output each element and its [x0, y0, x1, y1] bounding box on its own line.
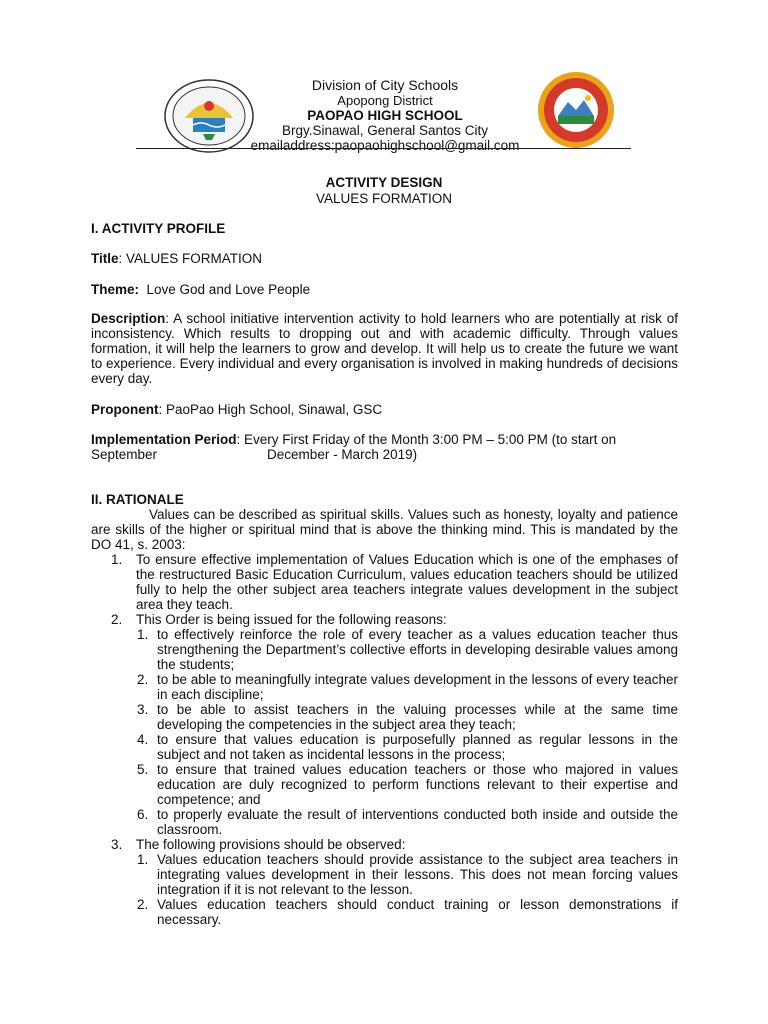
- list-item: [111, 807, 678, 837]
- list-item: [111, 762, 678, 807]
- list-item: [91, 612, 678, 837]
- list-item: [111, 627, 678, 672]
- list-text: to ensure that trained values education teachers or those who majored in values education are duly recognized to perform functions relevant to their expertise and competence; and: [157, 762, 678, 807]
- period-value: : Every First Friday of the Month 3:00 PM – 5:00 PM (to start on: [236, 432, 617, 447]
- list-text: To ensure effective implementation of Values Education which is one of the emphases of the restructured Basic Education Curriculum, values education teachers should be utilized fully to help the other subject area teachers integrate values development in the subject area they teach.: [136, 552, 678, 612]
- rationale-intro: Values can be described as spiritual skills. Values such as honesty, loyalty and patience are skills of the higher or spiritual mind that is above the thinking mind. This is mandated by the DO 41, s. 2003:: [91, 507, 678, 552]
- list-item: [111, 852, 678, 897]
- title-label: Title: [91, 251, 119, 266]
- list-item: [111, 732, 678, 762]
- list-number: 1.: [137, 627, 149, 642]
- list-text: to properly evaluate the result of interventions conducted both inside and outside the classroom.: [157, 807, 678, 837]
- description-label: Description: [91, 311, 166, 326]
- rationale-body: [91, 507, 678, 927]
- document-title-block: [0, 175, 768, 207]
- description-value: : A school initiative intervention activity to hold learners who are potentially at risk of inconsistency. Which results to dropping out and with academic difficulty. Through values formation, it will help the learners to grow and develop. It will help us to create the future we want to experience. Every individual and every organisation is involved in making hundreds of decisions every day.: [91, 311, 678, 386]
- list-item: [91, 552, 678, 612]
- rationale-heading: II. RATIONALE: [91, 492, 184, 507]
- list-number: 2.: [137, 897, 149, 912]
- period-end: December - March 2019): [267, 447, 418, 462]
- list-number: 2.: [111, 612, 123, 627]
- title-line: [91, 251, 678, 266]
- list-text: to ensure that values education is purposefully planned as regular lessons in the subject and not taken as incidental lessons in the process;: [157, 732, 678, 762]
- list-text: This Order is being issued for the following reasons:: [136, 612, 447, 627]
- list-text: The following provisions should be observed:: [136, 837, 406, 852]
- proponent-value: : PaoPao High School, Sinawal, GSC: [158, 402, 383, 417]
- document-heading: ACTIVITY DESIGN: [325, 175, 443, 190]
- list-number: 6.: [137, 807, 149, 822]
- title-value: : VALUES FORMATION: [118, 251, 263, 266]
- list-number: 2.: [137, 672, 149, 687]
- implementation-period: [91, 432, 678, 462]
- period-start: September: [91, 447, 158, 462]
- list-number: 4.: [137, 732, 149, 747]
- school-address: Brgy.Sinawal, General Santos City: [281, 123, 489, 138]
- provisions-sublist: [91, 852, 678, 927]
- school-seal-logo: [536, 70, 616, 150]
- theme-line: [91, 282, 678, 297]
- list-number: 5.: [137, 762, 149, 777]
- description-paragraph: [91, 311, 678, 386]
- list-item: [91, 837, 678, 927]
- letterhead: [240, 78, 530, 153]
- proponent-label: Proponent: [91, 402, 159, 417]
- school-name: PAOPAO HIGH SCHOOL: [307, 108, 463, 123]
- list-item: [111, 702, 678, 732]
- list-number: 1.: [111, 552, 123, 567]
- list-text: to be able to meaningfully integrate values development in the lessons of every teacher in each discipline;: [157, 672, 678, 702]
- reasons-sublist: [91, 627, 678, 837]
- school-email: emailaddress:paopaohighschool@gmail.com: [250, 138, 520, 153]
- theme-label: Theme:: [91, 282, 140, 297]
- list-text: Values education teachers should provide assistance to the subject area teachers in integrating values development in their lessons. This does not mean forcing values integration if it is not relevant to the lesson.: [157, 852, 678, 897]
- activity-profile-heading: I. ACTIVITY PROFILE: [91, 221, 226, 236]
- division-name: Division of City Schools: [311, 77, 459, 93]
- list-number: 3.: [111, 837, 123, 852]
- list-item: [111, 897, 678, 927]
- period-label: Implementation Period: [91, 432, 237, 447]
- list-text: Values education teachers should conduct training or lesson demonstrations if necessary.: [157, 897, 678, 927]
- rationale-list: [91, 552, 678, 927]
- list-text: to be able to assist teachers in the valuing processes while at the same time developing the competencies in the subject area they teach;: [157, 702, 678, 732]
- list-item: [111, 672, 678, 702]
- list-text: to effectively reinforce the role of every teacher as a values education teacher thus strengthening the Department’s collective efforts in developing desirable values among the students;: [157, 627, 678, 672]
- document-subheading: VALUES FORMATION: [315, 191, 452, 206]
- proponent-line: [91, 402, 678, 417]
- list-number: 3.: [137, 702, 149, 717]
- header-divider: [136, 148, 631, 149]
- theme-value: Love God and Love People: [139, 282, 311, 297]
- list-number: 1.: [137, 852, 149, 867]
- district-name: Apopong District: [337, 93, 433, 108]
